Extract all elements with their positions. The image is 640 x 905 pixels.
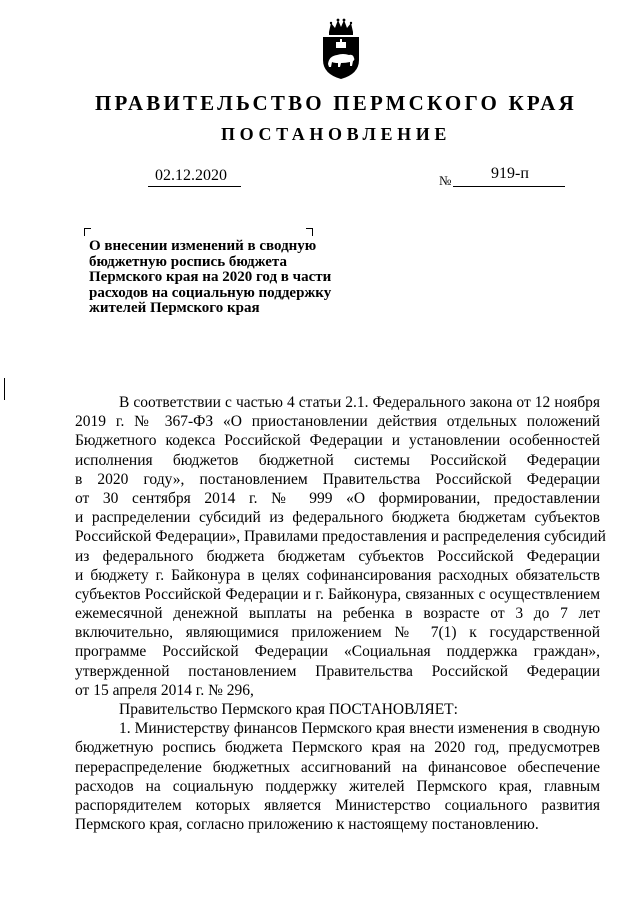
- body-line: Российской Федерации», Правилами предоставления и распределения субсидий: [75, 528, 606, 546]
- document-date: 02.12.2020: [155, 167, 227, 184]
- body-line: исполнения бюджетов бюджетной системы Российской Федерации: [75, 451, 600, 469]
- government-title: ПРАВИТЕЛЬСТВО ПЕРМСКОГО КРАЯ: [94, 91, 577, 115]
- number-sign: №: [439, 173, 452, 188]
- subject-line: жителей Пермского края: [89, 300, 260, 316]
- subject-line: О внесении изменений в сводную: [89, 238, 317, 254]
- body-line: включительно, являющимися приложением № 7(1) к государственной: [75, 624, 600, 642]
- document-type: ПОСТАНОВЛЕНИЕ: [221, 124, 451, 144]
- body-line: В соответствии с частью 4 статьи 2.1. Федерального закона от 12 ноября: [119, 394, 600, 411]
- body-line: субъектов Российской Федерации и г. Байконура, связанных с осуществлением: [75, 585, 600, 603]
- body-line: распорядителем которых является Министерство социального развития: [75, 796, 600, 814]
- subject-line: Пермского края на 2020 год в части: [89, 269, 332, 285]
- number-underline: [453, 186, 565, 187]
- subject-heading: [89, 239, 351, 317]
- body-line: Пермского края, согласно приложению к настоящему постановлению.: [75, 816, 539, 834]
- subject-line: расходов на социальную поддержку: [89, 284, 332, 301]
- document-body: [75, 393, 606, 834]
- margin-mark: [4, 378, 5, 400]
- body-line: перераспределение бюджетных ассигнований на финансовое обеспечение: [75, 758, 600, 776]
- body-line: из федерального бюджета бюджетам субъектов Российской Федерации: [75, 547, 600, 565]
- body-line: ежемесячной денежной выплаты на ребенка в возрасте от 3 до 7 лет: [75, 605, 600, 623]
- body-line: от 15 апреля 2014 г. № 296,: [75, 681, 254, 699]
- body-line: бюджетную роспись бюджета Пермского края на 2020 год, предусмотрев: [75, 739, 600, 757]
- body-line: 2019 г. № 367-ФЗ «О приостановлении действия отдельных положений: [75, 413, 600, 431]
- body-line: от 30 сентября 2014 г. № 999 «О формировании, предоставлении: [75, 489, 600, 507]
- body-line: расходов на социальную поддержку жителей Пермского края, главным: [75, 777, 600, 795]
- subject-line: бюджетную роспись бюджета: [89, 253, 287, 270]
- body-line: и бюджету г. Байконура в целях софинансирования расходных обязательств: [75, 566, 600, 584]
- subject-corner-left: [84, 228, 91, 236]
- coat-of-arms-icon: [319, 18, 363, 80]
- document-number: 919-п: [491, 165, 529, 182]
- body-line: в 2020 году», постановлением Правительства Российской Федерации: [75, 470, 600, 488]
- body-line: утвержденной постановлением Правительства Российской Федерации: [75, 662, 600, 680]
- body-line: и распределении субсидий из федерального бюджета бюджетам субъектов: [75, 509, 600, 527]
- body-line: Бюджетного кодекса Российской Федерации и установлении особенностей: [75, 432, 600, 450]
- subject-corner-right: [306, 228, 313, 236]
- body-line: Правительство Пермского края ПОСТАНОВЛЯЕТ:: [119, 701, 458, 718]
- body-line: программе Российской Федерации «Социальная поддержка граждан»,: [75, 643, 600, 661]
- body-line: 1. Министерству финансов Пермского края внести изменения в сводную: [119, 720, 600, 738]
- date-underline: [148, 186, 241, 187]
